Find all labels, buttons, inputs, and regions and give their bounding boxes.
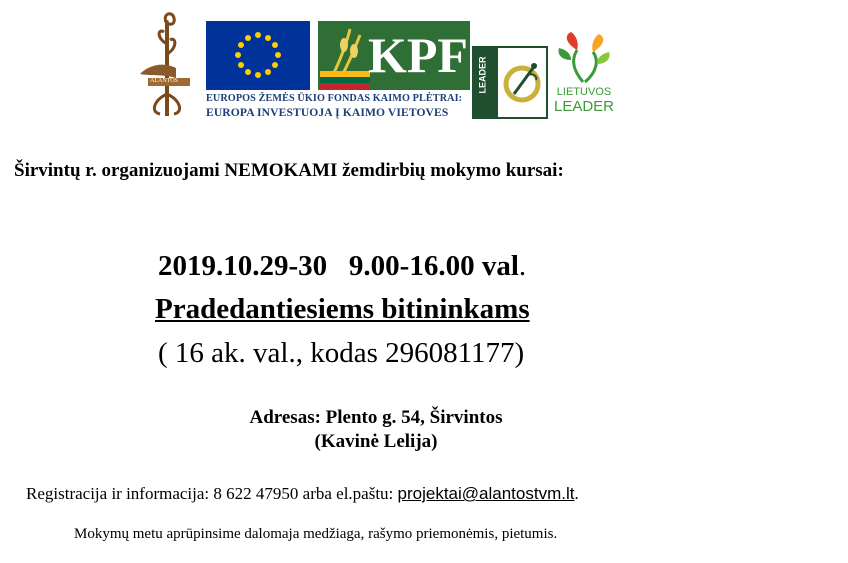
lt-leader-line1: LIETUVOS [556,86,612,98]
eu-flag [206,21,310,90]
eu-kpf-banner [206,21,472,121]
lt-leader-logo [553,30,615,118]
leader-side-band [474,48,498,117]
kpf-wordmark: KPF [368,27,468,83]
footer-note: Mokymų metu aprūpinsime dalomaja medžiaga, rašymo priemonėmis, pietumis. [74,526,558,542]
course-details: ( 16 ak. val., kodas 296081177) [158,337,525,369]
page-headline: Širvintų r. organizuojami NEMOKAMI žemdirbių mokymo kursai: [14,160,564,181]
course-title: Pradedantiesiems bitininkams [155,293,530,325]
eu-banner-line1: EUROPOS ŽEMĖS ŪKIO FONDAS KAIMO PLĖTRAI: [206,93,463,104]
leader-logo [472,46,548,119]
leader-side-text: LEADER [477,56,488,94]
address-line: Adresas: Plento g. 54, Širvintos [249,407,503,428]
eu-stars-icon [206,21,310,90]
course-date-time [158,250,526,283]
alantos-tree-icon [136,4,198,119]
course-date-text: 2019.10.29-30 9.00-16.00 val [158,250,519,282]
alantos-logo-text: ALANTOS [150,78,178,84]
course-date-dot: . [518,250,527,282]
lt-leader-line2: LEADER [553,98,615,115]
leader-emblem-icon [500,54,544,112]
sprout-icon [553,30,615,86]
address-block [0,406,752,454]
registration-text: Registracija ir informacija: 8 622 47950 arba el.paštu: [26,484,398,503]
eu-banner-line2: EUROPA INVESTUOJA Į KAIMO VIETOVES [206,106,449,119]
registration-end: . [574,484,579,503]
alantos-logo [136,4,198,119]
registration-info [26,484,579,504]
email-link[interactable]: projektai@alantostvm.lt [397,484,575,503]
wheat-icon [320,21,370,90]
venue-line: (Kavinė Lelija) [314,431,438,452]
kpf-logo [318,21,470,90]
